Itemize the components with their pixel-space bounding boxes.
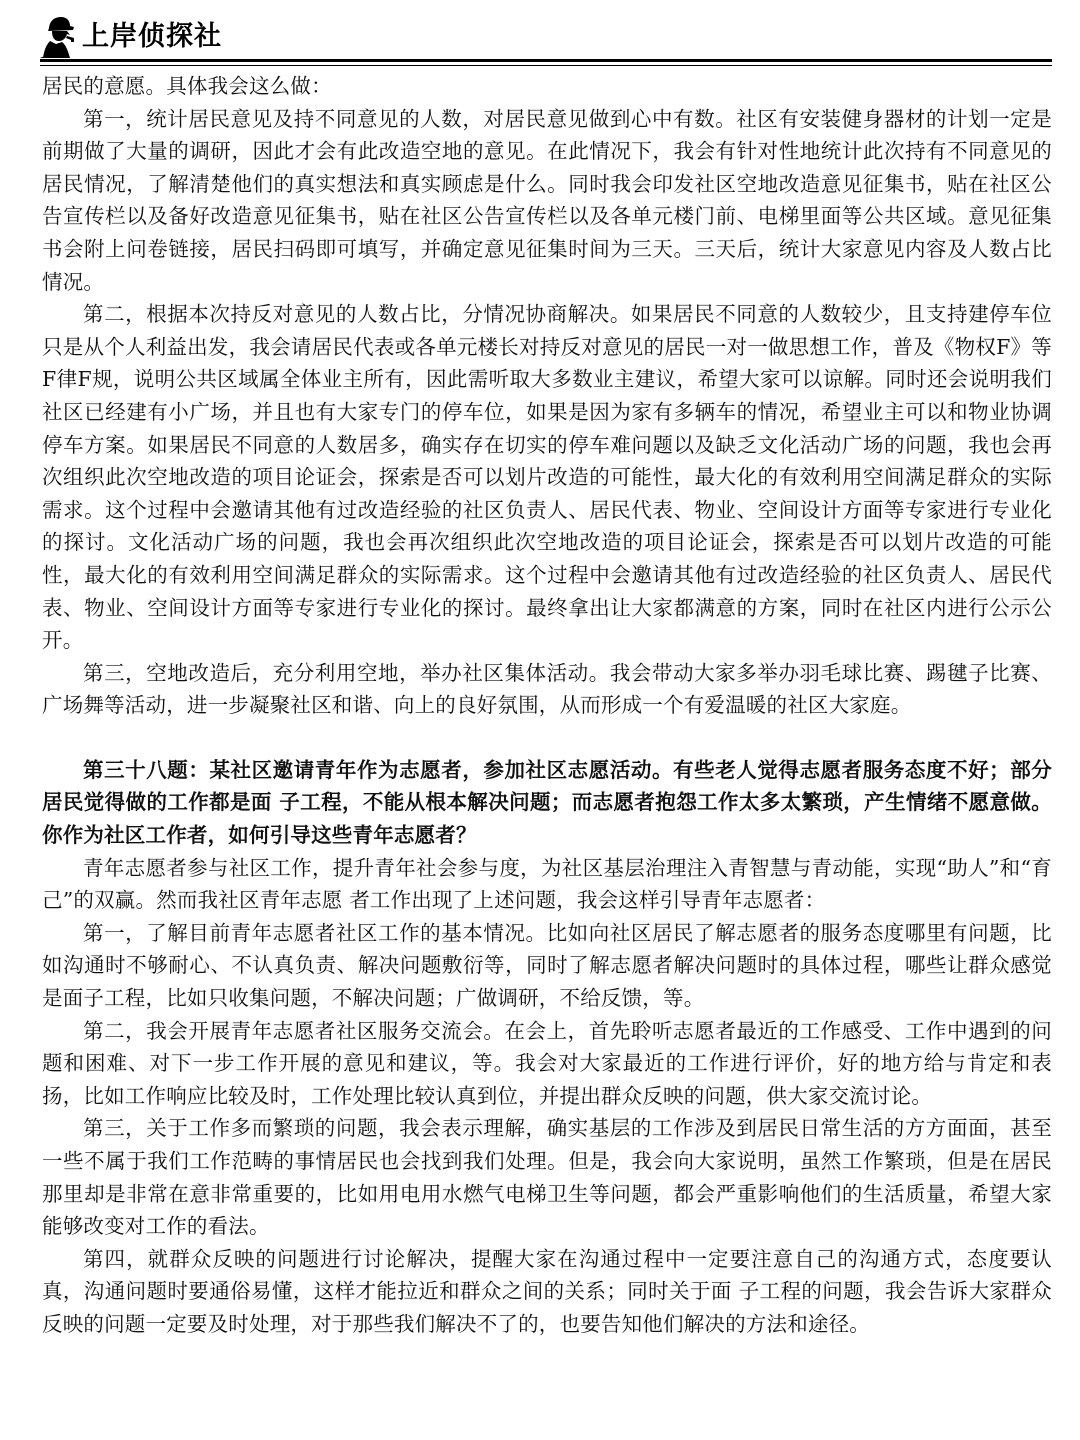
paragraph: 第四，就群众反映的问题进行讨论解决，提醒大家在沟通过程中一定要注意自己的沟通方式，态度要认真，沟通问题时要通俗易懂，这样才能拉近和群众之间的关系；同时关于面 子工程的问题，我会告诉大家群众反映的问题一定要及时处理，对于那些我们解决不了的，也要告知他们解决的方法和途径。 (42, 1246, 1052, 1336)
header-rule-thin (40, 65, 1052, 66)
page-header (40, 10, 1052, 62)
section-gap (42, 722, 1052, 754)
paragraph: 第一，统计居民意见及持不同意见的人数，对居民意见做到心中有数。社区有安装健身器材的计划一定是前期做了大量的调研，因此才会有此改造空地的意见。在此情况下，我会有针对性地统计此次持有不同意见的居民情况，了解清楚他们的真实想法和真实顾虑是什么。同时我会印发社区空地改造意见征集书，贴在社区公告宣传栏以及备好改造意见征集书，贴在社区公告宣传栏以及各单元楼门前、电梯里面等公共区域。意见征集书会附上问卷链接，居民扫码即可填写，并确定意见征集时间为三天。三天后，统计大家意见内容及人数占比情况。 (42, 106, 1052, 294)
question-heading: 第三十八题：某社区邀请青年作为志愿者，参加社区志愿活动。有些老人觉得志愿者服务态度不好；部分居民觉得做的工作都是面 子工程，不能从根本解决问题；而志愿者抱怨工作太多太繁琐，产生情绪不愿意做。你作为社区工作者，如何引导这些青年志愿者？ (42, 757, 1052, 848)
paragraph: 青年志愿者参与社区工作，提升青年社会参与度，为社区基层治理注入青智慧与青动能，实现“助人”和“育己”的双赢。然而我社区青年志愿 者工作出现了上述问题，我会这样引导青年志愿者： (42, 855, 1052, 913)
detective-silhouette-icon (40, 14, 80, 60)
paragraph: 第二，根据本次持反对意见的人数占比，分情况协商解决。如果居民不同意的人数较少，且支持建停车位只是从个人利益出发，我会请居民代表或各单元楼长对持反对意见的居民一对一做思想工作，普及《物权F》等F律F规，说明公共区域属全体业主所有，因此需听取大多数业主建议，希望大家可以谅解。同时还会说明我们社区已经建有小广场，并且也有大家专门的停车位，如果是因为家有多辆车的情况，希望业主可以和物业协调停车方案。如果居民不同意的人数居多，确实存在切实的停车难问题以及缺乏文化活动广场的问题，我也会再次组织此次空地改造的项目论证会，探索是否可以划片改造的可能性，最大化的有效利用空间满足群众的实际需求。这个过程中会邀请其他有过改造经验的社区负责人、居民代表、物业、空间设计方面等专家进行专业化的探讨。文化活动广场的问题，我也会再次组织此次空地改造的项目论证会，探索是否可以划片改造的可能性，最大化的有效利用空间满足群众的实际需求。这个过程中会邀请其他有过改造经验的社区负责人、居民代表、物业、空间设计方面等专家进行专业化的探讨。最终拿出让大家都满意的方案，同时在社区内进行公示公开。 (42, 302, 1052, 653)
paragraph: 第三，关于工作多而繁琐的问题，我会表示理解，确实基层的工作涉及到居民日常生活的方方面面，甚至一些不属于我们工作范畴的事情居民也会找到我们处理。但是，我会向大家说明，虽然工作繁琐，但是在居民那里却是非常在意非常重要的，比如用电用水燃气电梯卫生等问题，都会严重影响他们的生活质量，希望大家能够改变对工作的看法。 (42, 1116, 1052, 1239)
paragraph: 第三，空地改造后，充分利用空地，举办社区集体活动。我会带动大家多举办羽毛球比赛、踢毽子比赛、广场舞等活动，进一步凝聚社区和谐、向上的良好氛围，从而形成一个有爱温暖的社区大家庭。 (42, 660, 1052, 718)
header-rule-thick (40, 59, 1052, 62)
document-body (42, 70, 1052, 1341)
logo-text: 上岸侦探社 (82, 21, 222, 52)
paragraph: 居民的意愿。具体我会这么做： (42, 74, 332, 98)
paragraph: 第一，了解目前青年志愿者社区工作的基本情况。比如向社区居民了解志愿者的服务态度哪里有问题，比如沟通时不够耐心、不认真负责、解决问题敷衍等，同时了解志愿者解决问题时的具体过程，哪些让群众感觉是面子工程，比如只收集问题，不解决问题；广做调研，不给反馈，等。 (42, 920, 1052, 1011)
paragraph: 第二，我会开展青年志愿者社区服务交流会。在会上，首先聆听志愿者最近的工作感受、工作中遇到的问题和困难、对下一步工作开展的意见和建议，等。我会对大家最近的工作进行评价，好的地方给与肯定和表扬，比如工作响应比较及时，工作处理比较认真到位，并提出群众反映的问题，供大家交流讨论。 (42, 1018, 1052, 1108)
logo (40, 14, 222, 60)
